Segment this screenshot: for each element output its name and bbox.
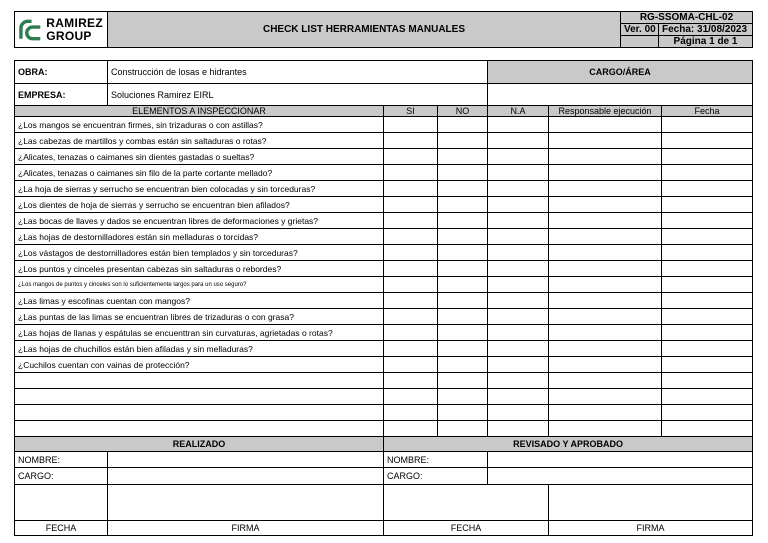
logo-top-text: RAMIREZ [46, 15, 103, 30]
fecha-cell[interactable] [662, 165, 753, 181]
fecha-column-header: Fecha [662, 106, 753, 117]
si-cell[interactable] [384, 373, 438, 389]
si-cell[interactable] [384, 389, 438, 405]
no-cell[interactable] [438, 421, 488, 437]
question-text: ¿Los dientes de hoja de sierras y serrucho se encuentran bien afilados? [15, 197, 384, 213]
question-text [15, 421, 384, 437]
cargo-area-label: CARGO/ÁREA [488, 61, 753, 84]
si-cell[interactable] [384, 357, 438, 373]
no-cell[interactable] [438, 389, 488, 405]
responsable-cell[interactable] [549, 309, 662, 325]
na-cell[interactable] [488, 229, 549, 245]
checklist-row [15, 181, 753, 197]
checklist-row [15, 405, 753, 421]
checklist-row [15, 245, 753, 261]
no-cell[interactable] [438, 293, 488, 309]
na-cell[interactable] [488, 213, 549, 229]
cargo-left-field[interactable] [108, 468, 384, 485]
na-cell[interactable] [488, 133, 549, 149]
na-cell[interactable] [488, 325, 549, 341]
no-cell[interactable] [438, 133, 488, 149]
firma-left-box[interactable] [108, 485, 384, 521]
question-text: ¿Los mangos se encuentran firmes, sin trizaduras o con astillas? [15, 117, 384, 133]
fecha-cell[interactable] [662, 197, 753, 213]
checklist-form [14, 11, 752, 536]
checklist-row [15, 373, 753, 389]
si-cell[interactable] [384, 341, 438, 357]
no-column-header: NO [438, 106, 488, 117]
question-text: ¿Las hojas de llanas y espátulas se encuenttran sin curvaturas, agrietadas o rotas? [15, 325, 384, 341]
na-column-header: N.A [488, 106, 549, 117]
cargo-left-label: CARGO: [15, 468, 108, 485]
checklist-row [15, 165, 753, 181]
si-cell[interactable] [384, 405, 438, 421]
responsable-cell[interactable] [549, 373, 662, 389]
no-cell[interactable] [438, 405, 488, 421]
question-text: ¿Las hojas de chuchillos están bien afiladas y sin melladuras? [15, 341, 384, 357]
nombre-right-label: NOMBRE: [384, 452, 488, 468]
checklist-row [15, 357, 753, 373]
responsable-cell[interactable] [549, 261, 662, 277]
si-cell[interactable] [384, 197, 438, 213]
no-cell[interactable] [438, 197, 488, 213]
na-cell[interactable] [488, 405, 549, 421]
checklist-row [15, 341, 753, 357]
si-cell[interactable] [384, 309, 438, 325]
no-cell[interactable] [438, 373, 488, 389]
fecha-cell[interactable] [662, 421, 753, 437]
fecha-cell[interactable] [662, 309, 753, 325]
na-cell[interactable] [488, 357, 549, 373]
cargo-right-field[interactable] [488, 468, 753, 485]
responsable-cell[interactable] [549, 149, 662, 165]
si-cell[interactable] [384, 325, 438, 341]
si-cell[interactable] [384, 213, 438, 229]
document-version: Ver. 00 [621, 24, 659, 36]
company-logo [15, 12, 108, 48]
checklist-row [15, 149, 753, 165]
question-text: ¿Los vástagos de destornilladores están bien templados y sin torceduras? [15, 245, 384, 261]
question-text: ¿Las limas y escofinas cuentan con mangos? [15, 293, 384, 309]
question-text: ¿La hoja de sierras y serrucho se encuentran bien colocadas y sin torceduras? [15, 181, 384, 197]
fecha-cell[interactable] [662, 261, 753, 277]
fecha-cell[interactable] [662, 373, 753, 389]
si-cell[interactable] [384, 421, 438, 437]
na-cell[interactable] [488, 389, 549, 405]
si-cell[interactable] [384, 245, 438, 261]
responsable-cell[interactable] [549, 213, 662, 229]
page-number: Página 1 de 1 [659, 36, 753, 48]
fecha-cell[interactable] [662, 181, 753, 197]
page-title: CHECK LIST HERRAMIENTAS MANUALES [108, 12, 621, 48]
na-cell[interactable] [488, 373, 549, 389]
no-cell[interactable] [438, 181, 488, 197]
responsable-cell[interactable] [549, 293, 662, 309]
si-cell[interactable] [384, 133, 438, 149]
checklist-row [15, 277, 753, 293]
fecha-cell[interactable] [662, 293, 753, 309]
nombre-left-label: NOMBRE: [15, 452, 108, 468]
question-text: ¿Las cabezas de martillos y combas están sin saltaduras o rotas? [15, 133, 384, 149]
na-cell[interactable] [488, 261, 549, 277]
responsable-cell[interactable] [549, 389, 662, 405]
responsable-cell[interactable] [549, 165, 662, 181]
form-header [14, 11, 753, 48]
na-cell[interactable] [488, 181, 549, 197]
checklist-row [15, 309, 753, 325]
fecha-cell[interactable] [662, 277, 753, 293]
question-text [15, 373, 384, 389]
fecha-cell[interactable] [662, 341, 753, 357]
firma-right-box[interactable] [549, 485, 753, 521]
no-cell[interactable] [438, 325, 488, 341]
responsable-cell[interactable] [549, 245, 662, 261]
firma-left-label: FIRMA [108, 521, 384, 536]
si-cell[interactable] [384, 293, 438, 309]
checklist-row [15, 133, 753, 149]
checklist-row [15, 261, 753, 277]
checklist-row [15, 197, 753, 213]
responsable-column-header: Responsable ejecución [549, 106, 662, 117]
na-cell[interactable] [488, 309, 549, 325]
logo-bottom-text: GROUP [46, 28, 92, 43]
fecha-left-label: FECHA [15, 521, 108, 536]
checklist-row [15, 213, 753, 229]
si-cell[interactable] [384, 229, 438, 245]
fecha-cell[interactable] [662, 133, 753, 149]
checklist-table [14, 60, 753, 536]
no-cell[interactable] [438, 245, 488, 261]
question-text: ¿Las bocas de llaves y dados se encuentran libres de deformaciones y grietas? [15, 213, 384, 229]
no-cell[interactable] [438, 309, 488, 325]
fecha-right-box[interactable] [384, 485, 549, 521]
question-text: ¿Los puntos y cinceles presentan cabezas sin saltaduras o rebordes? [15, 261, 384, 277]
responsable-cell[interactable] [549, 405, 662, 421]
ramirez-logo-icon [19, 19, 42, 41]
si-column-header: SI [384, 106, 438, 117]
na-cell[interactable] [488, 149, 549, 165]
no-cell[interactable] [438, 229, 488, 245]
revisado-header: REVISADO Y APROBADO [384, 437, 753, 452]
no-cell[interactable] [438, 165, 488, 181]
question-text: ¿Las hojas de destornilladores están sin melladuras o torcidas? [15, 229, 384, 245]
si-cell[interactable] [384, 149, 438, 165]
no-cell[interactable] [438, 357, 488, 373]
responsable-cell[interactable] [549, 357, 662, 373]
si-cell[interactable] [384, 165, 438, 181]
fecha-cell[interactable] [662, 357, 753, 373]
no-cell[interactable] [438, 117, 488, 133]
empresa-label: EMPRESA: [15, 84, 108, 106]
question-text: ¿Las puntas de las limas se encuentran libres de trizaduras o con grasa? [15, 309, 384, 325]
fecha-right-label: FECHA [384, 521, 549, 536]
si-cell[interactable] [384, 117, 438, 133]
cargo-right-label: CARGO: [384, 468, 488, 485]
na-cell[interactable] [488, 293, 549, 309]
elements-column-header: ELEMENTOS A INSPECCIONAR [15, 106, 384, 117]
responsable-cell[interactable] [549, 197, 662, 213]
na-cell[interactable] [488, 245, 549, 261]
na-cell[interactable] [488, 341, 549, 357]
na-cell[interactable] [488, 421, 549, 437]
no-cell[interactable] [438, 277, 488, 293]
responsable-cell[interactable] [549, 133, 662, 149]
si-cell[interactable] [384, 277, 438, 293]
responsable-cell[interactable] [549, 117, 662, 133]
fecha-cell[interactable] [662, 245, 753, 261]
realizado-header: REALIZADO [15, 437, 384, 452]
cargo-area-value[interactable] [488, 84, 753, 106]
meta-empty-cell [621, 36, 659, 48]
checklist-row [15, 325, 753, 341]
responsable-cell[interactable] [549, 229, 662, 245]
fecha-left-box[interactable] [15, 485, 108, 521]
responsable-cell[interactable] [549, 181, 662, 197]
nombre-left-field[interactable] [108, 452, 384, 468]
obra-label: OBRA: [15, 61, 108, 84]
responsable-cell[interactable] [549, 277, 662, 293]
fecha-cell[interactable] [662, 117, 753, 133]
no-cell[interactable] [438, 213, 488, 229]
question-text: ¿Alicates, tenazas o caimanes sin dientes gastadas o sueltas? [15, 149, 384, 165]
question-text: ¿Alicates, tenazas o caimanes sin filo de la parte cortante mellado? [15, 165, 384, 181]
fecha-cell[interactable] [662, 149, 753, 165]
checklist-row [15, 229, 753, 245]
question-rows [15, 117, 753, 437]
checklist-row [15, 117, 753, 133]
document-code: RG-SSOMA-CHL-02 [621, 12, 753, 24]
fecha-cell[interactable] [662, 229, 753, 245]
checklist-row [15, 293, 753, 309]
si-cell[interactable] [384, 181, 438, 197]
fecha-cell[interactable] [662, 213, 753, 229]
na-cell[interactable] [488, 277, 549, 293]
question-text [15, 389, 384, 405]
fecha-cell[interactable] [662, 389, 753, 405]
no-cell[interactable] [438, 149, 488, 165]
responsable-cell[interactable] [549, 421, 662, 437]
fecha-cell[interactable] [662, 405, 753, 421]
question-text [15, 405, 384, 421]
na-cell[interactable] [488, 117, 549, 133]
nombre-right-field[interactable] [488, 452, 753, 468]
responsable-cell[interactable] [549, 341, 662, 357]
question-text: ¿Cuchilos cuentan con vainas de protección? [15, 357, 384, 373]
na-cell[interactable] [488, 165, 549, 181]
responsable-cell[interactable] [549, 325, 662, 341]
no-cell[interactable] [438, 261, 488, 277]
question-text: ¿Los mangos de puntos y cinceles son lo suficientemente largos para un uso seguro? [15, 277, 384, 293]
obra-value: Construcción de losas e hidrantes [108, 61, 488, 84]
fecha-cell[interactable] [662, 325, 753, 341]
firma-right-label: FIRMA [549, 521, 753, 536]
no-cell[interactable] [438, 341, 488, 357]
na-cell[interactable] [488, 197, 549, 213]
si-cell[interactable] [384, 261, 438, 277]
empresa-value: Soluciones Ramirez EIRL [108, 84, 488, 106]
checklist-row [15, 421, 753, 437]
document-date: Fecha: 31/08/2023 [659, 24, 753, 36]
checklist-row [15, 389, 753, 405]
